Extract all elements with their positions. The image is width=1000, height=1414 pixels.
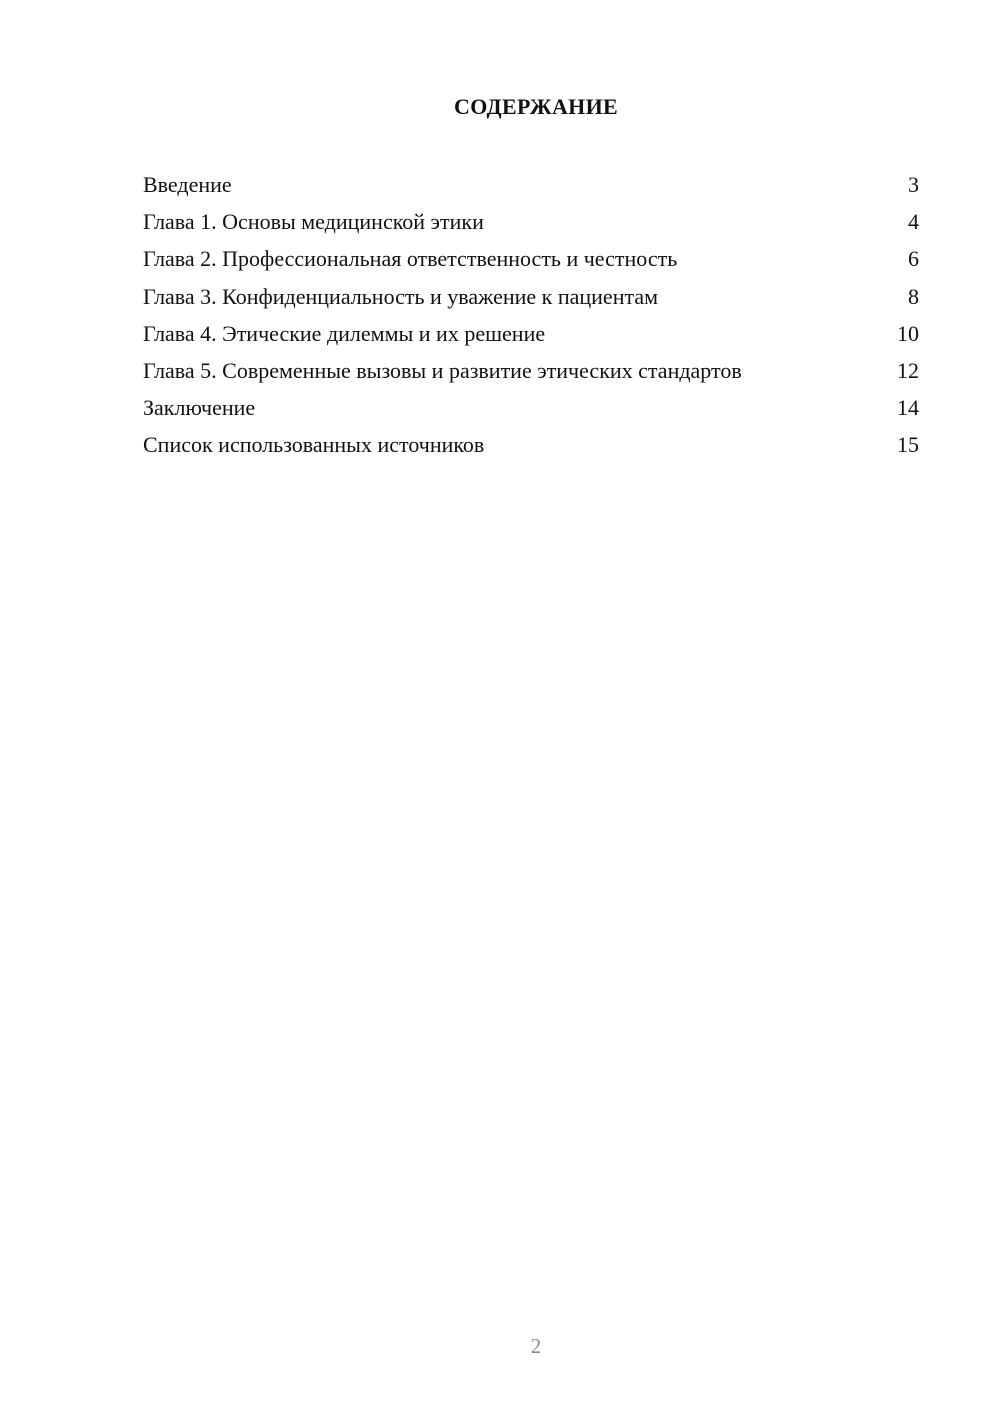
toc-item-page: 6 bbox=[908, 246, 919, 272]
toc-item-title: Глава 3. Конфиденциальность и уважение к пациентам bbox=[143, 283, 659, 309]
toc-item bbox=[143, 391, 919, 428]
toc-item-title: Список использованных источников bbox=[143, 432, 485, 458]
toc-item-page: 3 bbox=[908, 172, 919, 197]
toc-item bbox=[143, 205, 919, 242]
toc-item-title: Глава 4. Этические дилеммы и их решение bbox=[143, 320, 546, 346]
toc-item-page: 10 bbox=[897, 320, 919, 346]
toc-item-page: 14 bbox=[897, 395, 919, 421]
toc-item bbox=[143, 280, 919, 317]
toc-item bbox=[143, 354, 919, 391]
toc-item-page: 4 bbox=[908, 209, 919, 235]
toc-item bbox=[143, 168, 919, 205]
page-title: СОДЕРЖАНИЕ bbox=[454, 94, 618, 119]
toc-item-title: Заключение bbox=[143, 395, 256, 421]
toc-item-title: Глава 5. Современные вызовы и развитие этических стандартов bbox=[143, 357, 742, 383]
toc-item bbox=[143, 242, 919, 279]
toc-item-title: Глава 2. Профессиональная ответственность и честность bbox=[143, 246, 678, 272]
table-of-contents bbox=[143, 168, 919, 466]
toc-item-title: Введение bbox=[143, 172, 232, 197]
toc-item bbox=[143, 428, 919, 465]
toc-item-title: Глава 1. Основы медицинской этики bbox=[143, 209, 484, 235]
toc-item bbox=[143, 317, 919, 354]
toc-item-page: 12 bbox=[897, 357, 919, 383]
toc-item-page: 8 bbox=[908, 283, 919, 309]
page-number: 2 bbox=[530, 1334, 542, 1358]
toc-item-page: 15 bbox=[897, 432, 919, 458]
